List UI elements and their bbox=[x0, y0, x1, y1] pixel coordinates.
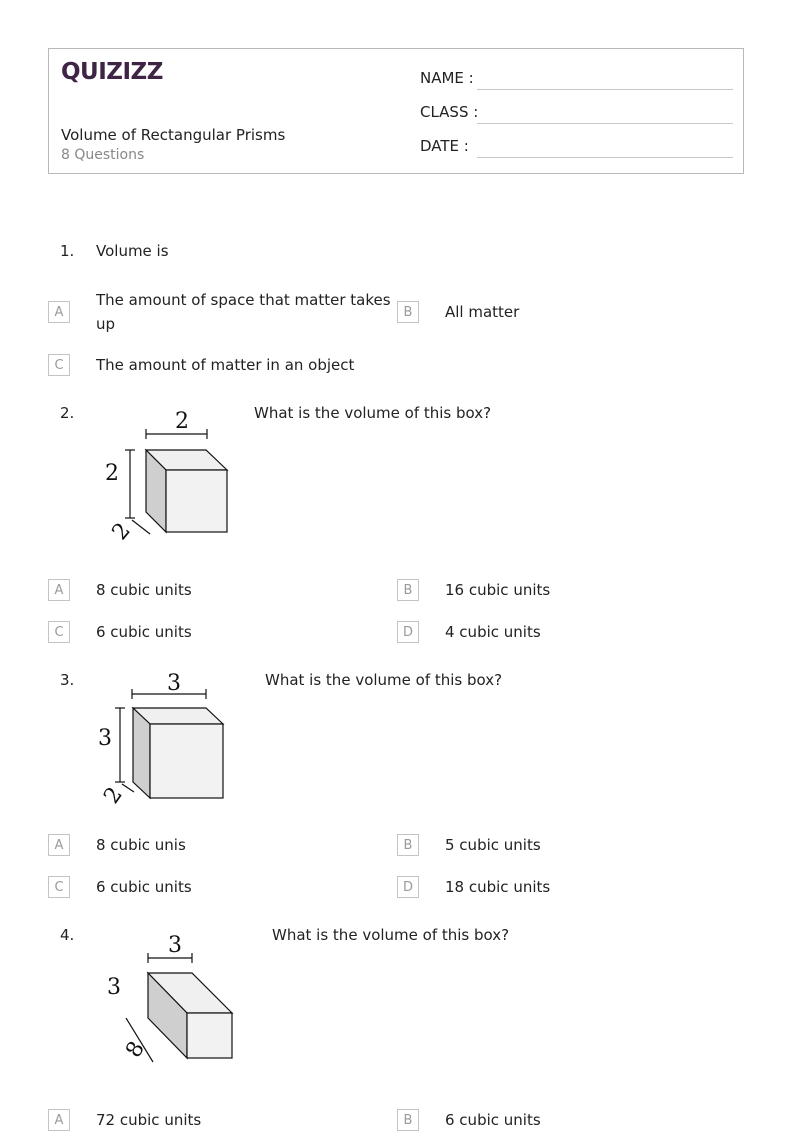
worksheet-header bbox=[48, 48, 744, 174]
option-letter[interactable]: B bbox=[397, 579, 419, 601]
option-text[interactable]: 6 cubic units bbox=[96, 623, 192, 641]
option-letter[interactable]: D bbox=[397, 876, 419, 898]
cube-figure bbox=[96, 400, 246, 550]
quizizz-logo: QUIZIZZ bbox=[61, 59, 163, 85]
date-field[interactable] bbox=[477, 157, 733, 158]
option-text[interactable]: 16 cubic units bbox=[445, 581, 551, 599]
option-text[interactable]: 5 cubic units bbox=[445, 836, 541, 854]
option-text[interactable]: All matter bbox=[445, 303, 520, 321]
option-letter[interactable]: D bbox=[397, 621, 419, 643]
option-letter[interactable]: C bbox=[48, 621, 70, 643]
question-text: What is the volume of this box? bbox=[272, 926, 510, 944]
question-number: 1. bbox=[60, 242, 75, 260]
date-label: DATE : bbox=[420, 137, 469, 155]
top-dimension-label: 3 bbox=[167, 671, 181, 696]
option-letter[interactable]: A bbox=[48, 1109, 70, 1131]
side-dimension-label: 3 bbox=[98, 726, 112, 751]
option-text[interactable]: The amount of space that matter takes up bbox=[96, 291, 391, 333]
option-letter[interactable]: A bbox=[48, 579, 70, 601]
option-letter[interactable]: A bbox=[48, 301, 70, 323]
top-dimension-label: 2 bbox=[175, 409, 189, 434]
option-letter[interactable]: A bbox=[48, 834, 70, 856]
option-text[interactable]: 6 cubic units bbox=[445, 1111, 541, 1129]
depth-dimension-label: 2 bbox=[107, 518, 136, 546]
question-number: 4. bbox=[60, 926, 75, 944]
worksheet-title: Volume of Rectangular Prisms bbox=[61, 126, 286, 144]
name-field[interactable] bbox=[477, 89, 733, 90]
option-letter[interactable]: C bbox=[48, 876, 70, 898]
option-text[interactable]: 8 cubic units bbox=[96, 581, 192, 599]
option-text[interactable]: 18 cubic units bbox=[445, 878, 551, 896]
question-number: 2. bbox=[60, 404, 75, 422]
question-text: What is the volume of this box? bbox=[265, 671, 503, 689]
question-text: What is the volume of this box? bbox=[254, 404, 492, 422]
option-text[interactable]: 8 cubic unis bbox=[96, 836, 186, 854]
cube-figure bbox=[96, 670, 246, 820]
question-text: Volume is bbox=[96, 242, 169, 260]
option-text[interactable]: 4 cubic units bbox=[445, 623, 541, 641]
option-text[interactable]: 6 cubic units bbox=[96, 878, 192, 896]
top-dimension-label: 3 bbox=[168, 933, 182, 958]
name-label: NAME : bbox=[420, 69, 474, 87]
class-label: CLASS : bbox=[420, 103, 479, 121]
class-field[interactable] bbox=[477, 123, 733, 124]
depth-dimension-label: 8 bbox=[121, 1037, 150, 1063]
question-count: 8 Questions bbox=[61, 147, 145, 163]
option-letter[interactable]: B bbox=[397, 834, 419, 856]
box-figure bbox=[96, 926, 246, 1076]
question-number: 3. bbox=[60, 671, 75, 689]
depth-dimension-label: 2 bbox=[99, 782, 128, 809]
option-letter[interactable]: B bbox=[397, 1109, 419, 1131]
option-text[interactable]: 72 cubic units bbox=[96, 1111, 202, 1129]
option-letter[interactable]: C bbox=[48, 354, 70, 376]
side-dimension-label: 3 bbox=[107, 975, 121, 1000]
option-text[interactable]: The amount of matter in an object bbox=[96, 356, 355, 374]
option-letter[interactable]: B bbox=[397, 301, 419, 323]
side-dimension-label: 2 bbox=[105, 461, 119, 486]
